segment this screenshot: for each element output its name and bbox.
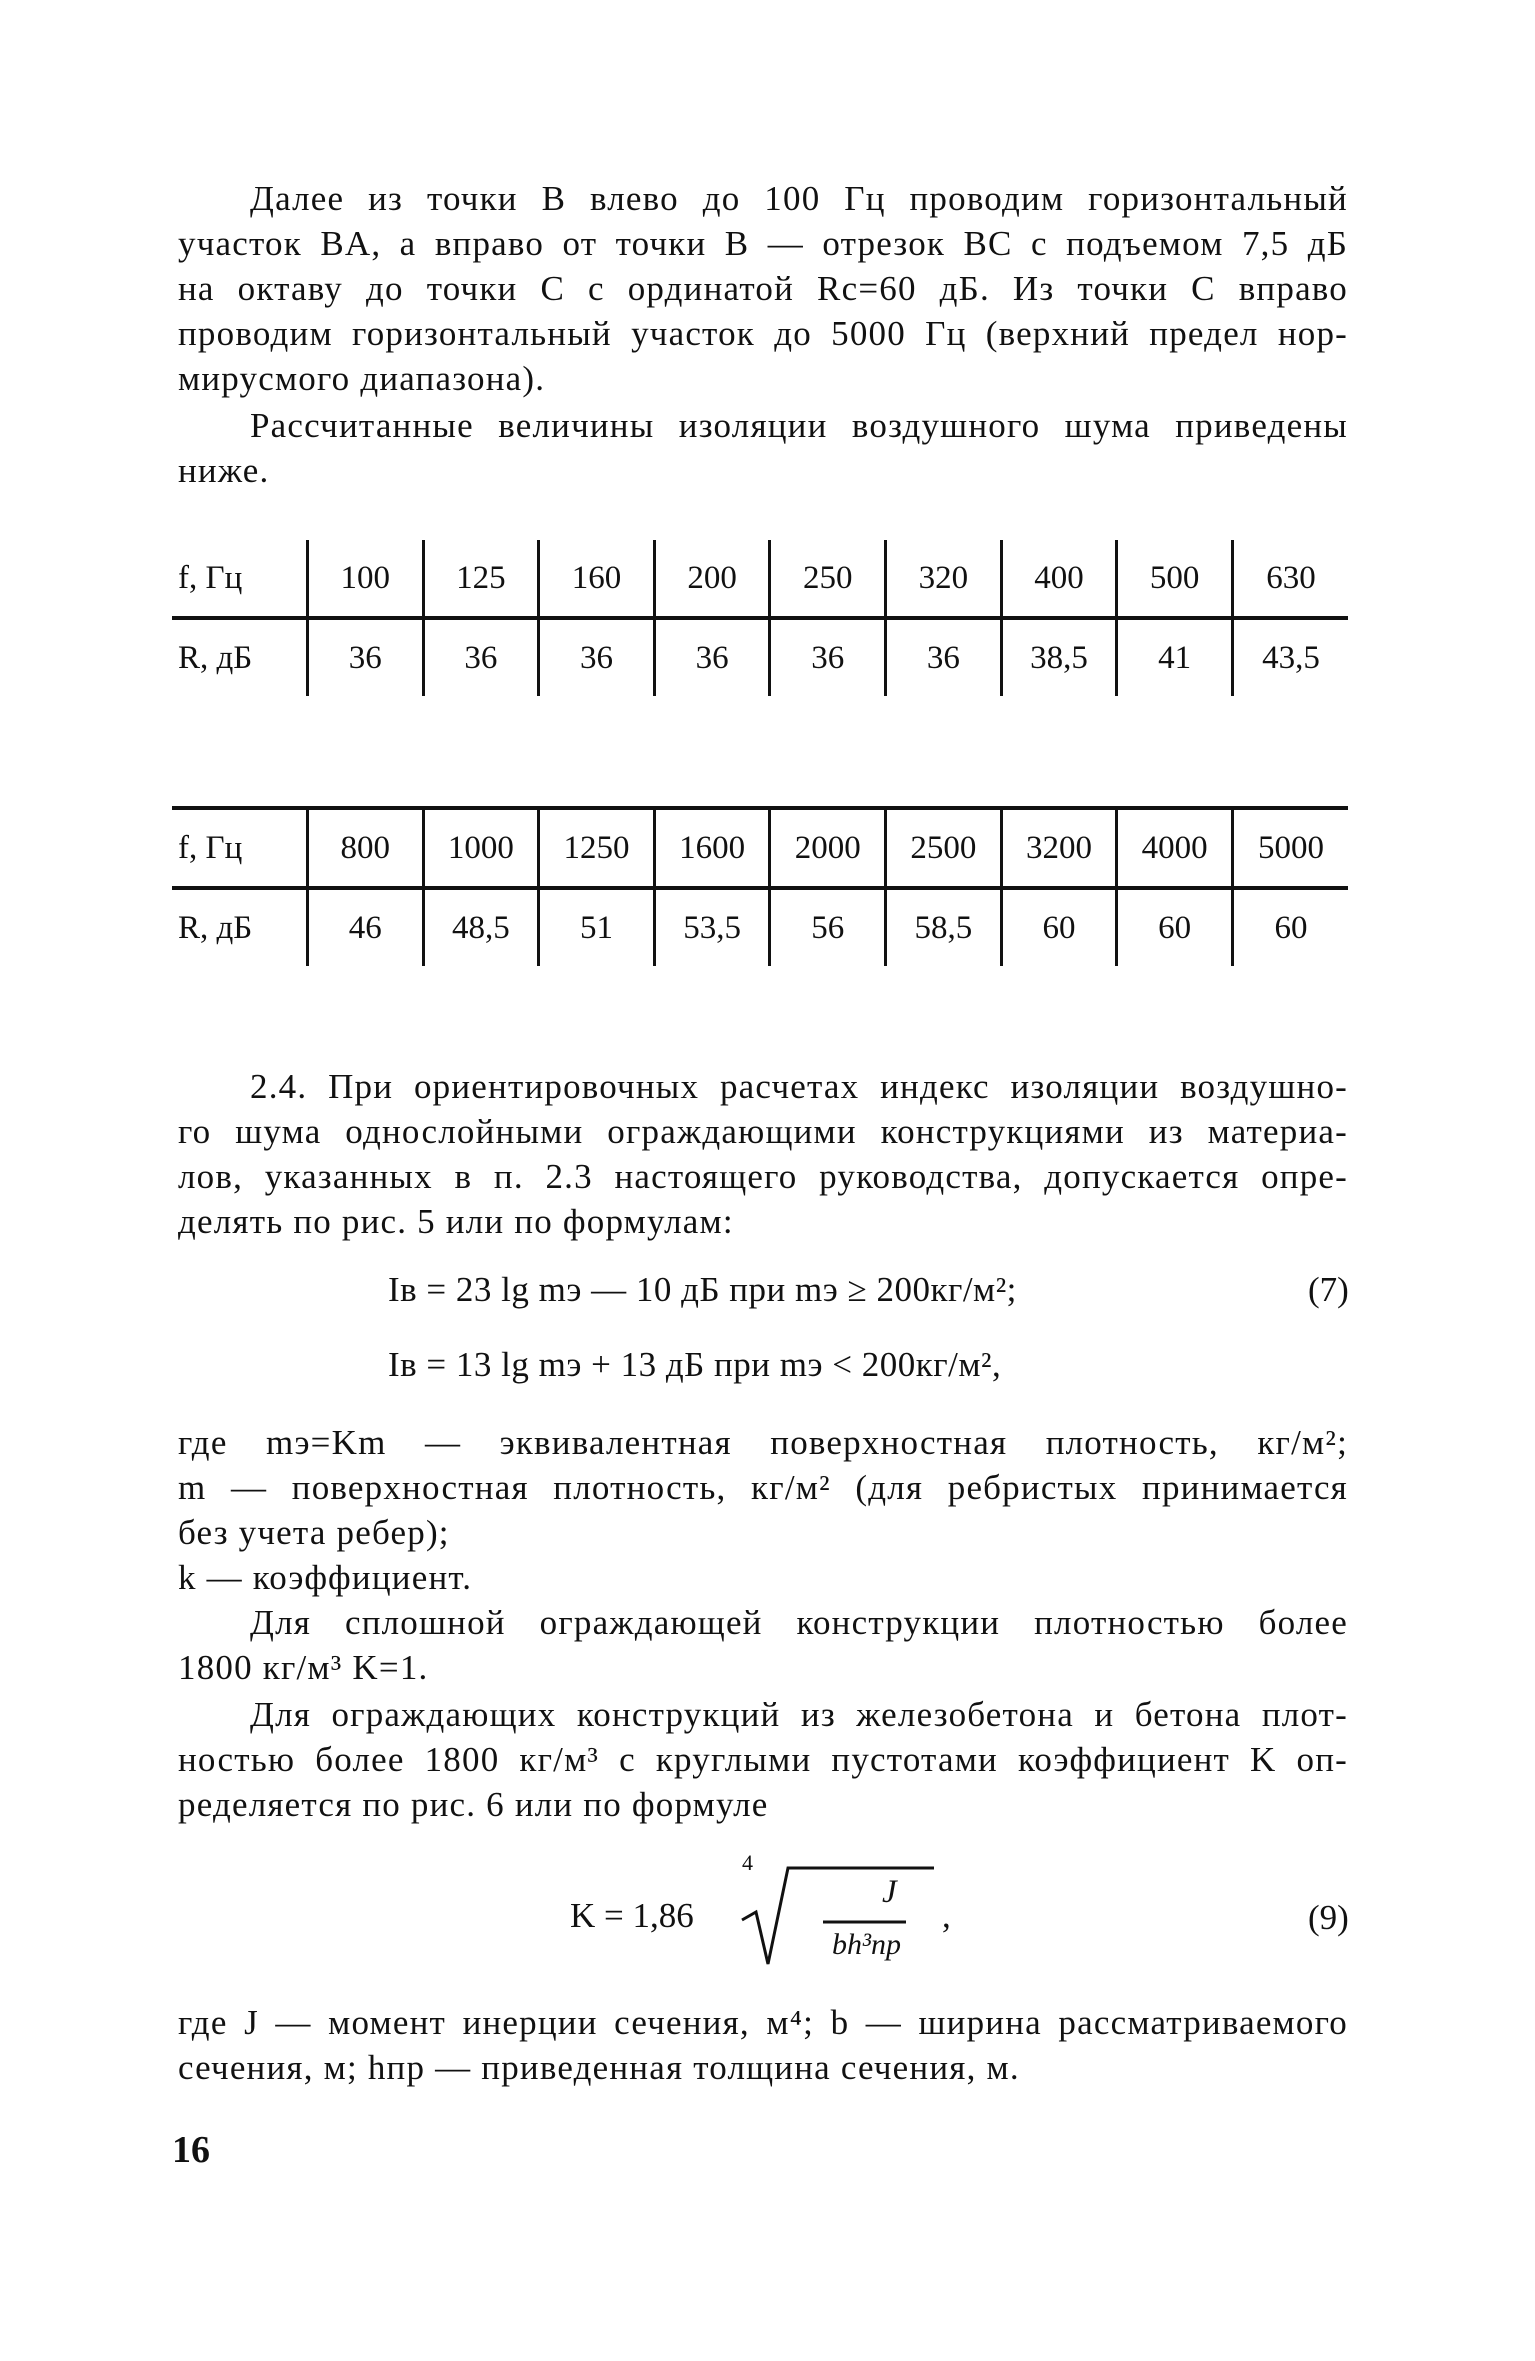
solid-structure-paragraph [178, 1600, 1348, 1690]
table-cell: 60 [1001, 888, 1117, 966]
table-cell: 160 [539, 540, 655, 618]
row-label-r: R, дБ [178, 909, 253, 946]
table-row [172, 808, 1348, 888]
formula-9 [570, 1850, 1010, 1980]
page-number: 16 [172, 2129, 210, 2171]
table-cell: 36 [886, 618, 1002, 696]
formula-9-lhs: K = 1,86 [570, 1896, 694, 1935]
text-line: без учета ребер); [178, 1513, 450, 1552]
table-cell: 36 [308, 618, 424, 696]
table-cell: 60 [1232, 888, 1348, 966]
computed-paragraph [178, 403, 1348, 493]
table-cell: 5000 [1232, 808, 1348, 888]
table-cell: 43,5 [1232, 618, 1348, 696]
table-cell: 3200 [1001, 808, 1117, 888]
formula-9-comma: , [942, 1896, 951, 1935]
table-cell: 46 [308, 888, 424, 966]
table-row [172, 618, 1348, 696]
table-cell: 48,5 [423, 888, 539, 966]
table-cell: 36 [654, 618, 770, 696]
table-cell: 400 [1001, 540, 1117, 618]
definitions-paragraph [178, 1420, 1348, 1600]
equation-number-7: (7) [1308, 1270, 1349, 1309]
table-cell: 41 [1117, 618, 1233, 696]
text-line: k — коэффициент. [178, 1558, 473, 1597]
text-line: ределяется по рис. 6 или по формуле [178, 1785, 769, 1824]
table-cell: 56 [770, 888, 886, 966]
text-line: делять по рис. 5 или по формулам: [178, 1202, 734, 1241]
table-cell: 36 [539, 618, 655, 696]
table-row [172, 888, 1348, 966]
hollow-structure-paragraph [178, 1692, 1348, 1827]
text-line: где J — момент инерции сечения, м⁴; b — ширина рассматриваемого [178, 2003, 1348, 2042]
row-label-f: f, Гц [172, 540, 308, 618]
table-row [172, 540, 1348, 618]
text-line: проводим горизонтальный участок до 5000 Гц (верхний предел нор- [178, 314, 1348, 353]
frequency-table-1 [172, 540, 1348, 696]
text-line: сечения, м; hпр — приведенная толщина сечения, м. [178, 2048, 1020, 2087]
text-line: 1800 кг/м³ K=1. [178, 1648, 429, 1687]
table-cell: 58,5 [886, 888, 1002, 966]
table-cell: 2500 [886, 808, 1002, 888]
table-cell: 1250 [539, 808, 655, 888]
text-line: Далее из точки B влево до 100 Гц проводим горизонтальный [250, 179, 1348, 218]
table-cell: 800 [308, 808, 424, 888]
frequency-table-2 [172, 806, 1348, 966]
table-cell: 630 [1232, 540, 1348, 618]
table-cell: 200 [654, 540, 770, 618]
table-cell: 60 [1117, 888, 1233, 966]
text-line: Рассчитанные величины изоляции воздушного шума приведены [250, 406, 1348, 445]
text-line: m — поверхностная плотность, кг/м² (для ребристых принимается [178, 1468, 1348, 1507]
text-line: ностью более 1800 кг/м³ с круглыми пустотами коэффициент K оп- [178, 1740, 1348, 1779]
table-cell: 320 [886, 540, 1002, 618]
intro-paragraph [178, 176, 1348, 401]
equation-number-9: (9) [1308, 1898, 1349, 1937]
table-cell: 100 [308, 540, 424, 618]
table-cell: 1600 [654, 808, 770, 888]
row-label-r: R, дБ [178, 639, 253, 676]
section-2-4-paragraph [178, 1064, 1348, 1244]
formula-7-line-2: Iв = 13 lg mэ + 13 дБ при mэ < 200кг/м², [388, 1345, 1002, 1384]
table-cell: 51 [539, 888, 655, 966]
table-cell: 250 [770, 540, 886, 618]
table-cell: 36 [423, 618, 539, 696]
text-line: мирусмого диапазона). [178, 359, 546, 398]
root-index: 4 [742, 1850, 753, 1875]
text-line: Для ограждающих конструкций из железобетона и бетона плот- [250, 1695, 1348, 1734]
text-line: ниже. [178, 451, 270, 490]
table-cell: 4000 [1117, 808, 1233, 888]
fraction-denominator: bh³пр [832, 1928, 901, 1961]
formula-9-definitions [178, 2000, 1348, 2090]
table-cell: 125 [423, 540, 539, 618]
formula-7-line-1: Iв = 23 lg mэ — 10 дБ при mэ ≥ 200кг/м²; [388, 1270, 1017, 1309]
fraction-numerator: J [882, 1874, 897, 1910]
text-line: участок BA, а вправо от точки B — отрезок BC с подъемом 7,5 дБ [178, 224, 1348, 263]
text-line: на октаву до точки C с ординатой Rc=60 дБ. Из точки C вправо [178, 269, 1348, 308]
row-label-f: f, Гц [172, 808, 308, 888]
table-cell: 38,5 [1001, 618, 1117, 696]
text-line: го шума однослойными ограждающими конструкциями из материа- [178, 1112, 1348, 1151]
table-cell: 36 [770, 618, 886, 696]
table-cell: 2000 [770, 808, 886, 888]
text-line: Для сплошной ограждающей конструкции плотностью более [250, 1603, 1348, 1642]
table-cell: 53,5 [654, 888, 770, 966]
text-line: 2.4. При ориентировочных расчетах индекс изоляции воздушно- [250, 1067, 1348, 1106]
table-cell: 1000 [423, 808, 539, 888]
text-line: где mэ=Km — эквивалентная поверхностная плотность, кг/м²; [178, 1423, 1348, 1462]
table-cell: 500 [1117, 540, 1233, 618]
text-line: лов, указанных в п. 2.3 настоящего руководства, допускается опре- [178, 1157, 1348, 1196]
